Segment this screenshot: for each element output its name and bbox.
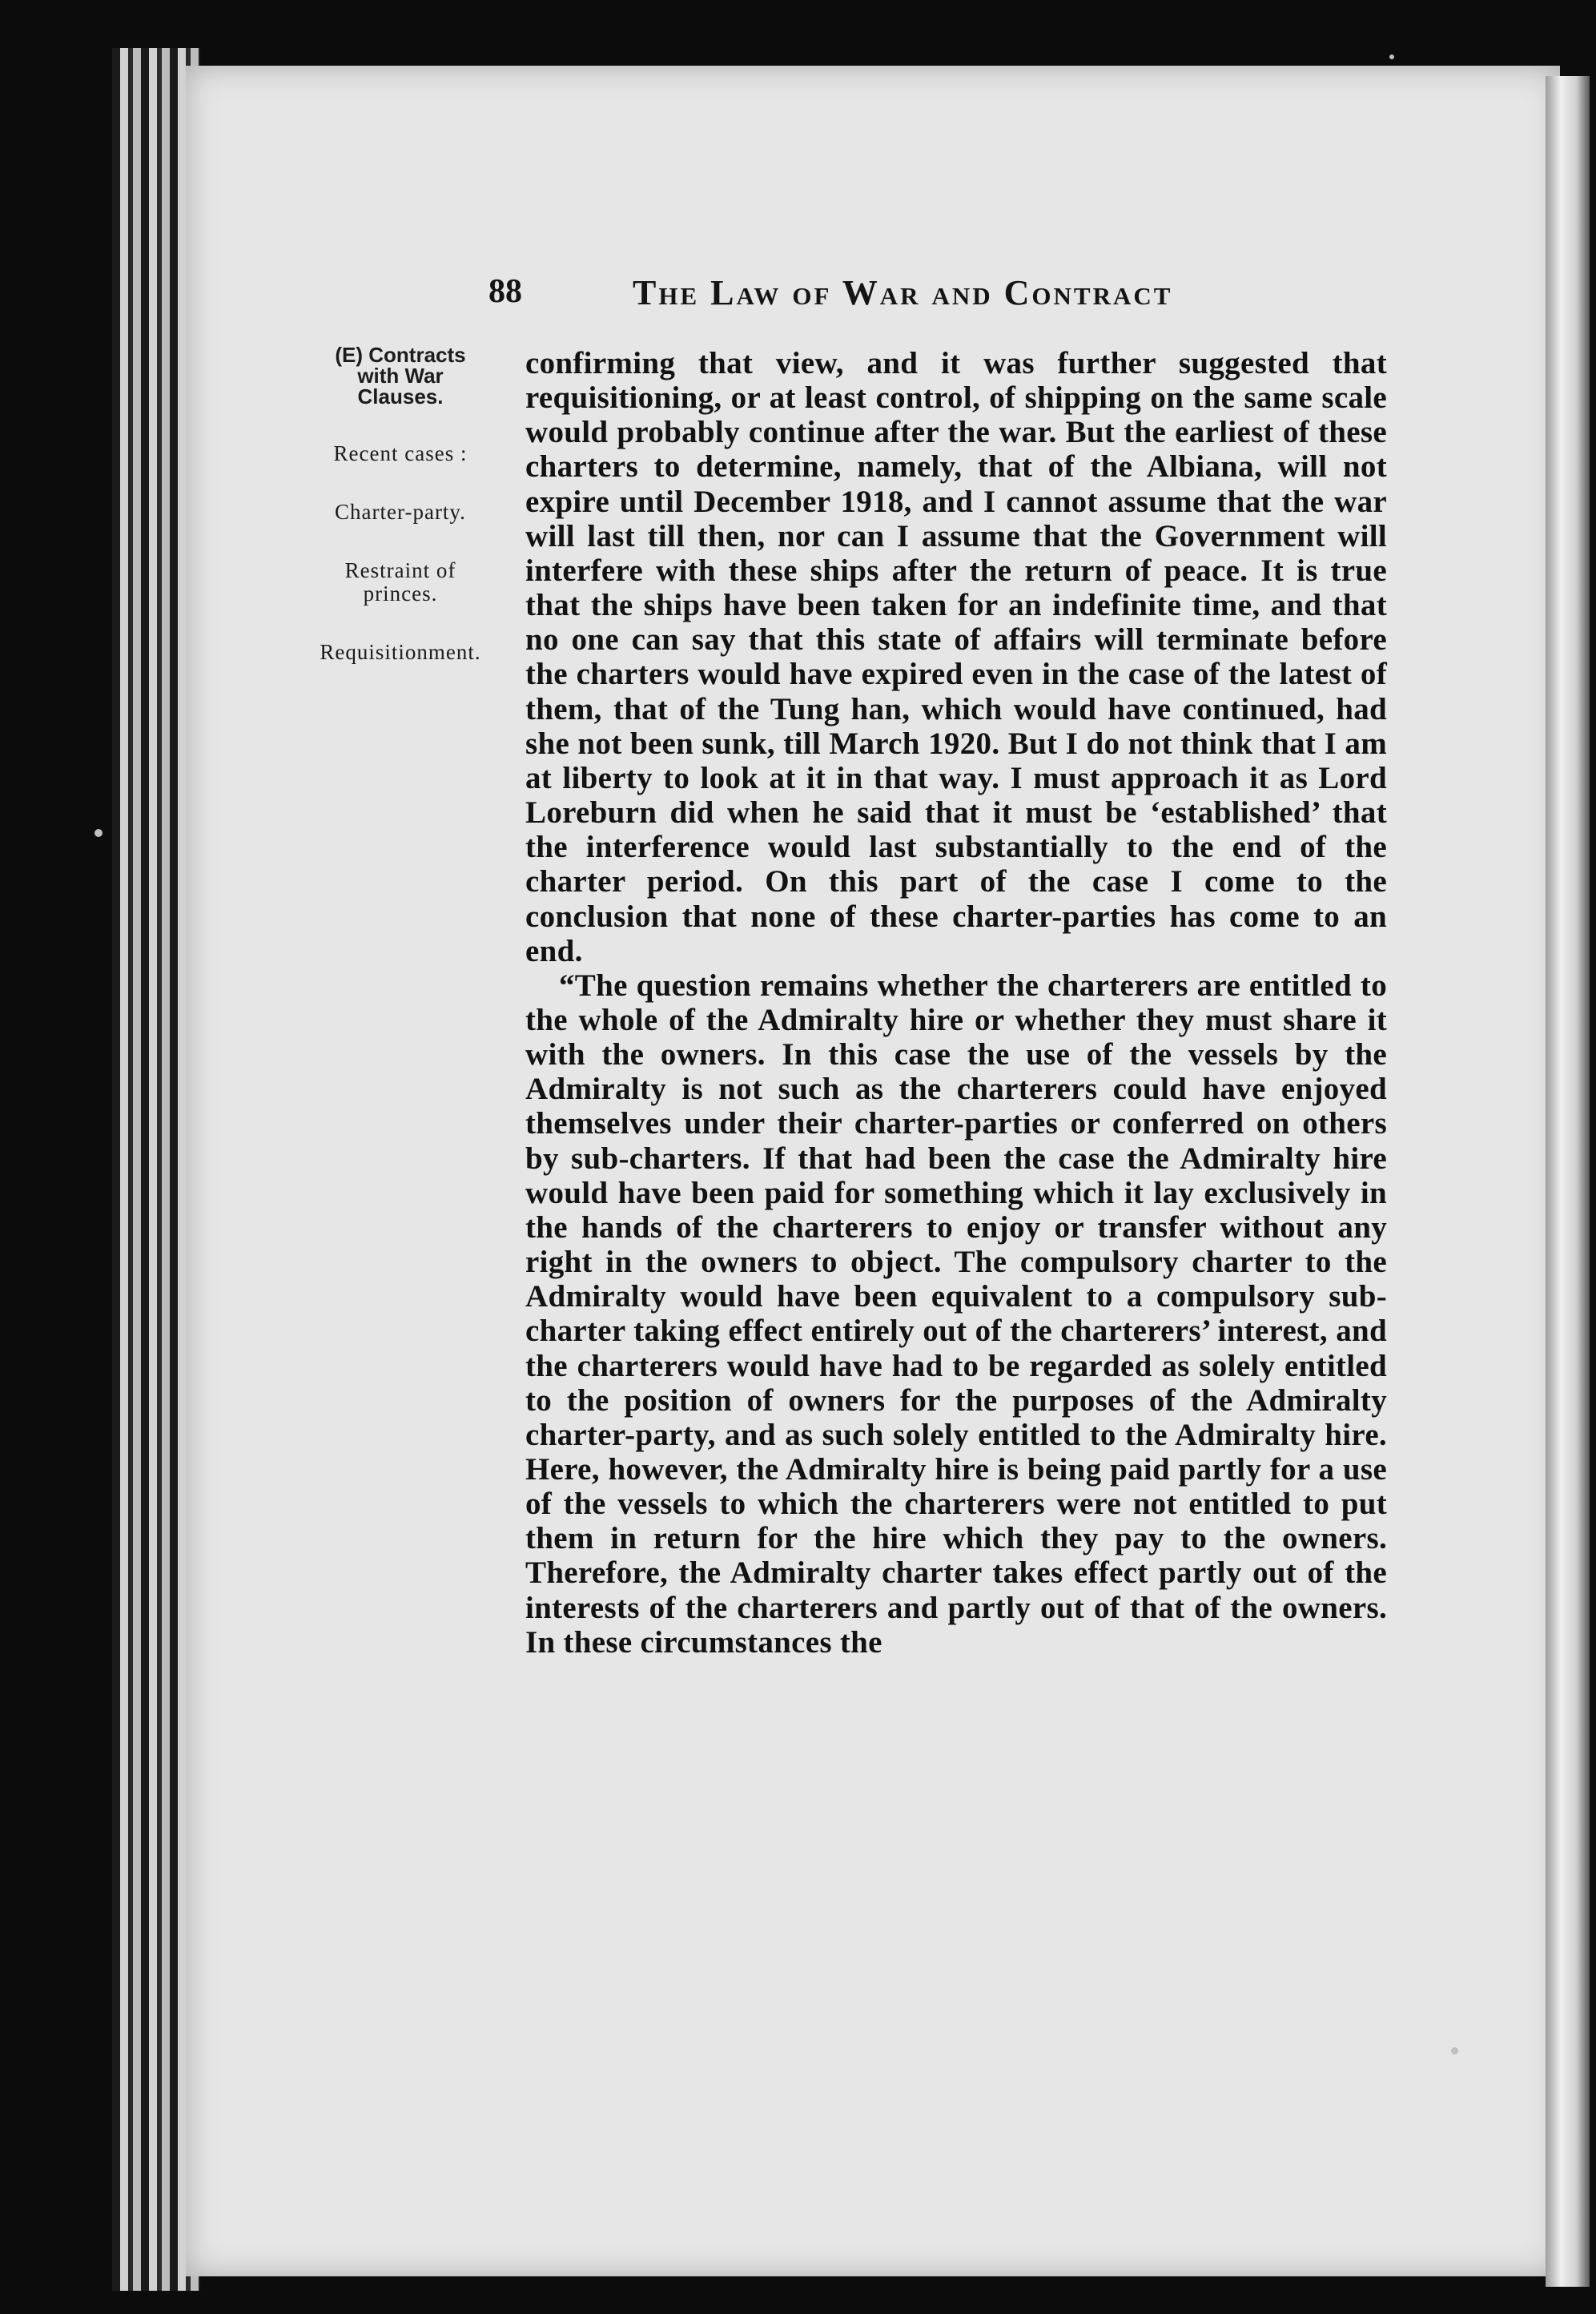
margin-note-charter-party: Charter-party. <box>335 500 466 524</box>
margin-note-recent-cases: Recent cases : <box>333 441 468 465</box>
paragraph-continued: confirming that view, and it was further suggested that requisitioning, or at least control, of shipping on the same scale would probably continue after the war. But the earliest of these charters to determine, namely, that of the Albiana, will not expire until December 1918, and I cannot assume that the war will last till then, nor can I assume that the Government will interfere with these ships after the return of peace. It is true that the ships have been taken for an indefinite time, and that no one can say that this state of affairs will terminate before the charters would have expired even in the case of the latest of them, that of the Tung han, which would have continued, had she not been sunk, till March 1920. But I do not think that I am at liberty to look at it in that way. I must approach it as Lord Loreburn did when he said that it must be ‘established’ that the interference would last substantially to the end of the charter period. On this part of the case I come to the conclusion that none of these charter-parties has come to an end. <box>525 346 1387 968</box>
scan-speck <box>1389 54 1394 59</box>
running-title: The Law of War and Contract <box>633 273 1173 312</box>
paragraph-question-remains: “The question remains whether the charterers are entitled to the whole of the Admiralty hire or whether they must share it with the owners. In this case the use of the vessels by the Admiralty is not such as the charterers could have enjoyed themselves under their charter-parties or conferred on others by sub-charters. If that had been the case the Admiralty hire would have been paid for something which it lay exclusively in the hands of the charterers to enjoy or transfer without any right in the owners to object. The compulsory charter to the Admiralty would have been equivalent to a compulsory sub-charter taking effect entirely out of the charterers’ interest, and the charterers would have had to be regarded as solely entitled to the position of owners for the purposes of the Admiralty charter-party, and as such solely entitled to the Admiralty hire. Here, however, the Admiralty hire is being paid partly for a use of the vessels to which the charterers were not entitled to put them in return for the hire which they pay to the owners. Therefore, the Admiralty charter takes effect partly out of the interests of the charterers and partly out of that of the owners. In these circumstances the <box>525 968 1387 1660</box>
page-number: 88 <box>488 273 522 310</box>
facing-page-edge <box>1546 76 1590 2287</box>
scan-speck <box>94 829 103 837</box>
scan-speck <box>1451 2047 1458 2054</box>
margin-note-contracts-war-clauses: (E) Contracts with War Clauses. <box>335 343 466 408</box>
margin-note-restraint-princes: Restraint of princes. <box>344 558 456 606</box>
body-text <box>525 346 1387 1660</box>
margin-note-requisitionment: Requisitionment. <box>320 640 481 664</box>
margin-notes <box>316 344 484 699</box>
